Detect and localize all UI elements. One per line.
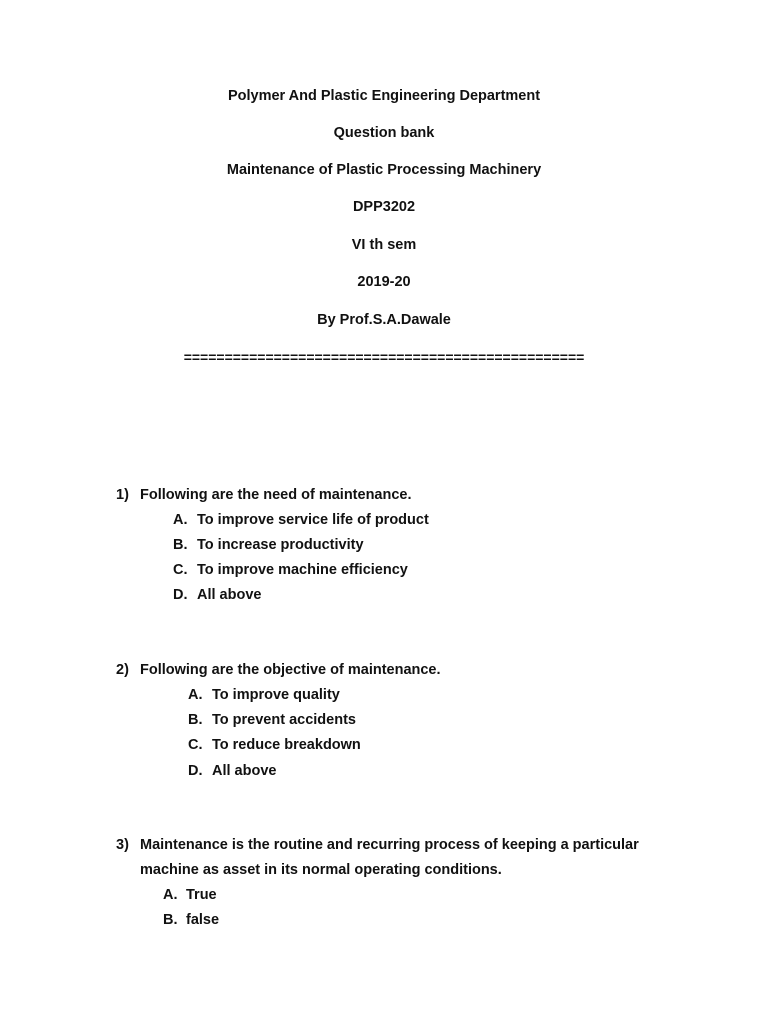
question-number: 2) [116, 662, 129, 678]
option-text: To reduce breakdown [212, 737, 361, 753]
option-text: false [186, 912, 220, 928]
option-letter: C. [173, 562, 188, 578]
option-letter: B. [188, 712, 203, 728]
document-type: Question bank [333, 125, 435, 141]
course-code: DPP3202 [352, 199, 416, 215]
question-text-line-2: machine as asset in its normal operating conditions. [140, 862, 502, 878]
option-text: To prevent accidents [212, 712, 356, 728]
semester: VI th sem [351, 237, 417, 253]
option-letter: D. [173, 587, 188, 603]
option-text: All above [212, 763, 277, 779]
academic-year: 2019-20 [357, 274, 411, 290]
option-letter: A. [163, 887, 178, 903]
divider-line: ================================================= [183, 349, 585, 365]
option-letter: D. [188, 763, 203, 779]
option-text: To improve machine efficiency [197, 562, 408, 578]
question-number: 1) [116, 487, 129, 503]
option-text: True [186, 887, 217, 903]
question-text: Following are the need of maintenance. [140, 487, 412, 503]
option-letter: C. [188, 737, 203, 753]
option-letter: B. [163, 912, 178, 928]
option-text: All above [197, 587, 262, 603]
subject-title: Maintenance of Plastic Processing Machinery [226, 162, 542, 178]
question-number: 3) [116, 837, 129, 853]
question-text-line-1: Maintenance is the routine and recurring process of keeping a particular [140, 837, 639, 853]
option-text: To increase productivity [197, 537, 364, 553]
option-letter: A. [173, 512, 188, 528]
question-text: Following are the objective of maintenance. [140, 662, 441, 678]
author: By Prof.S.A.Dawale [317, 312, 451, 328]
option-letter: B. [173, 537, 188, 553]
option-letter: A. [188, 687, 203, 703]
department-title: Polymer And Plastic Engineering Department [227, 88, 541, 104]
option-text: To improve service life of product [197, 512, 429, 528]
option-text: To improve quality [212, 687, 340, 703]
